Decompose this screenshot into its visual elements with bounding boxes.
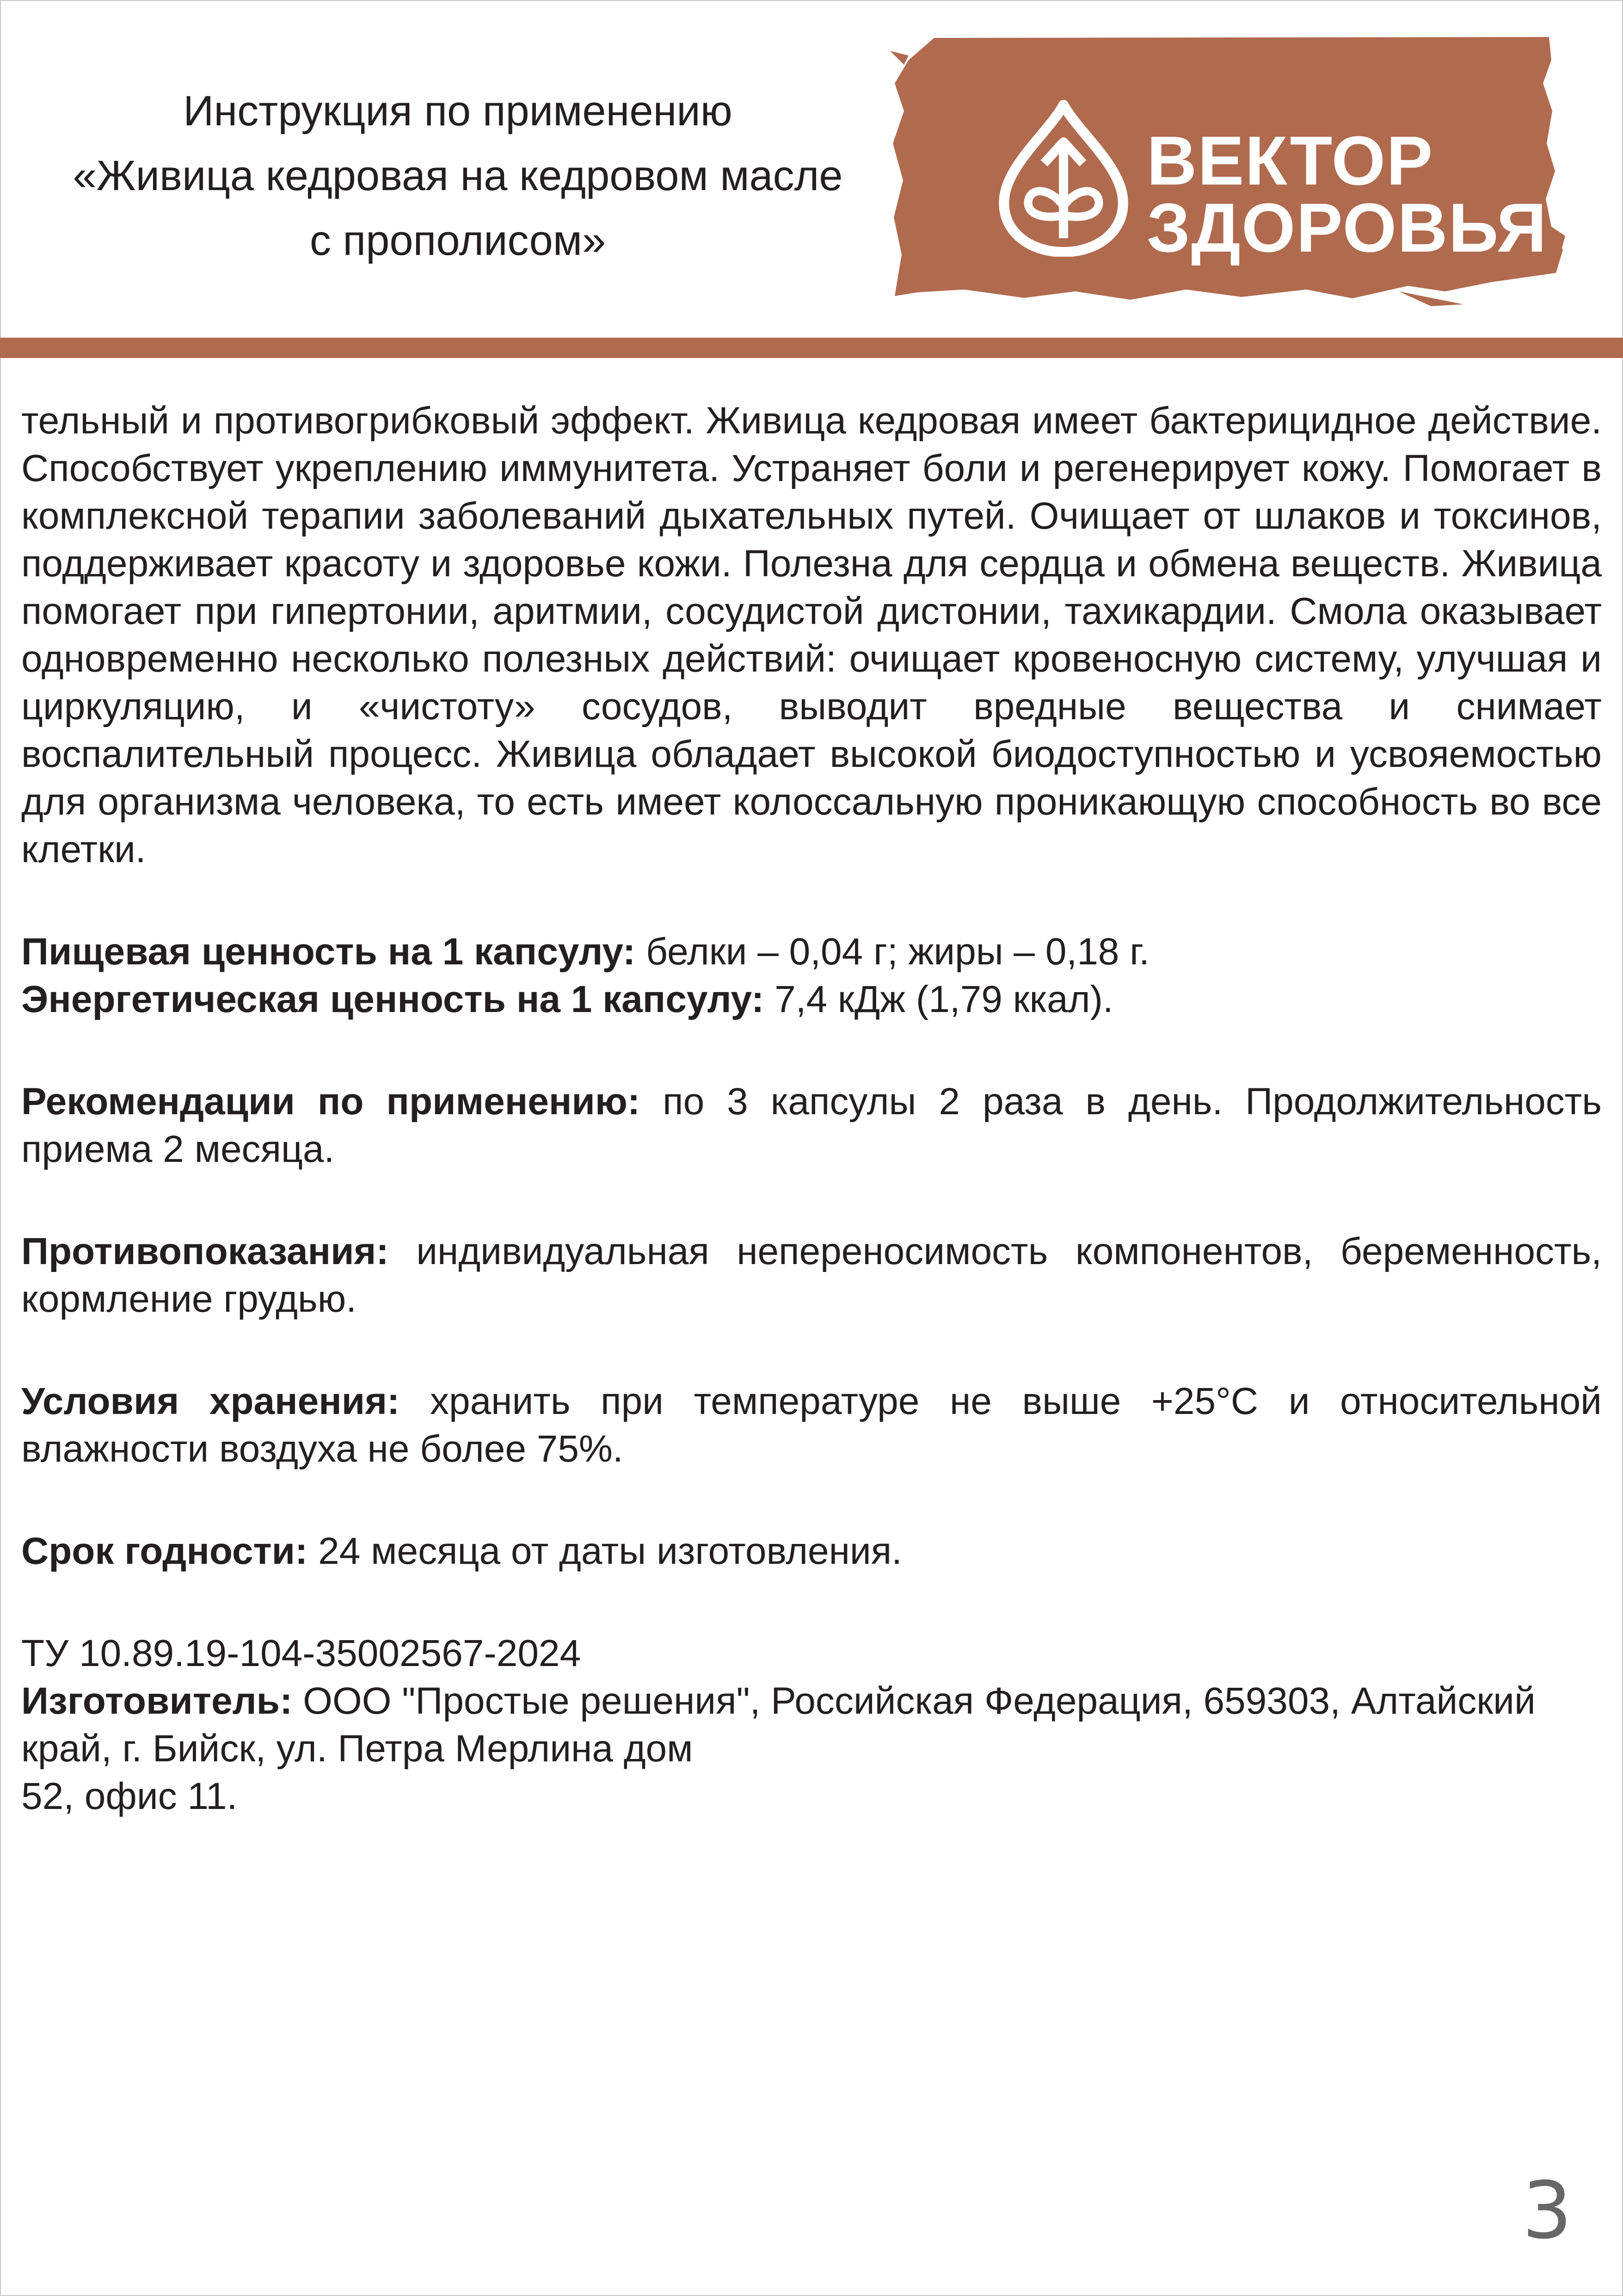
- brand-line-1: ВЕКТОР: [1147, 122, 1434, 199]
- header-divider: [0, 338, 1623, 358]
- contraindications-paragraph: [21, 1228, 1602, 1323]
- document-title: [18, 79, 897, 273]
- nutrition-value: белки – 0,04 г; жиры – 0,18 г.: [635, 931, 1150, 973]
- nutrition-line: [21, 928, 1602, 975]
- brand-logo: [890, 32, 1565, 310]
- intro-paragraph: тельный и противогрибковый эффект. Живица кедровая имеет бактерицидное действие. Способствует укреплению иммунитета. Устраняет боли и регенерирует кожу. Помогает в комплексной терапии заболеваний дыхательных путей. Очищает от шлаков и токсинов, поддерживает красоту и здоровье кожи. Полезна для сердца и обмена веществ. Живица помогает при гипертонии, аритмии, сосудистой дистонии, тахикардии. Смола оказывает одновременно несколько полезных действий: очищает кровеносную систему, улучшая и циркуляцию, и «чистоту» сосудов, выводит вредные вещества и снимает воспалительный процесс. Живица обладает высокой биодоступностью и усвояемостью для организма человека, то есть имеет колоссальную проникающую способность во все клетки.: [21, 400, 1602, 870]
- energy-label: Энергетическая ценность на 1 капсулу:: [21, 978, 764, 1020]
- title-line-2: «Живица кедровая на кедровом масле: [73, 152, 843, 199]
- nutrition-label: Пищевая ценность на 1 капсулу:: [21, 931, 636, 973]
- contraindications-value: индивидуальная непереносимость компонентов, беременность, кормление грудью.: [21, 1230, 1602, 1320]
- page-number: 3: [1522, 2165, 1572, 2257]
- manufacturer-label: Изготовитель:: [21, 1680, 293, 1722]
- shelf-life-value: 24 месяца от даты изготовления.: [307, 1530, 902, 1572]
- shelf-life-line: [21, 1527, 1602, 1575]
- recommendation-value: по 3 капсулы 2 раза в день. Продолжительность приема 2 месяца.: [21, 1080, 1602, 1170]
- energy-value: 7,4 кДж (1,79 ккал).: [764, 978, 1113, 1020]
- storage-label: Условия хранения:: [21, 1380, 400, 1422]
- storage-value: хранить при температуре не выше +25°С и относительной влажности воздуха не более 75%.: [21, 1380, 1602, 1470]
- recommendation-label: Рекомендации по применению:: [21, 1080, 640, 1123]
- manufacturer-address-end: 52, офис 11.: [21, 1775, 238, 1817]
- title-line-3: с прополисом»: [309, 217, 606, 264]
- recommendation-paragraph: [21, 1078, 1602, 1173]
- tu-line: ТУ 10.89.19-104-35002567-2024: [21, 1632, 581, 1674]
- brand-name: [1147, 122, 1548, 266]
- title-line-1: Инструкция по применению: [183, 87, 732, 135]
- energy-line: [21, 975, 1602, 1023]
- shelf-life-label: Срок годности:: [21, 1530, 308, 1572]
- manufacturer-value: ООО "Простые решения", Российская Федерация, 659303, Алтайский край, г. Бийск, ул. Петра Мерлина дом: [21, 1680, 1536, 1770]
- manufacturer-paragraph: [21, 1677, 1602, 1772]
- drop-leaf-arrow-icon: [994, 99, 1133, 257]
- contraindications-label: Противопоказания:: [21, 1230, 389, 1272]
- instructions-body: [21, 397, 1602, 1820]
- brand-line-2: ЗДОРОВЬЯ: [1147, 189, 1548, 266]
- header: [0, 0, 1623, 338]
- storage-paragraph: [21, 1377, 1602, 1473]
